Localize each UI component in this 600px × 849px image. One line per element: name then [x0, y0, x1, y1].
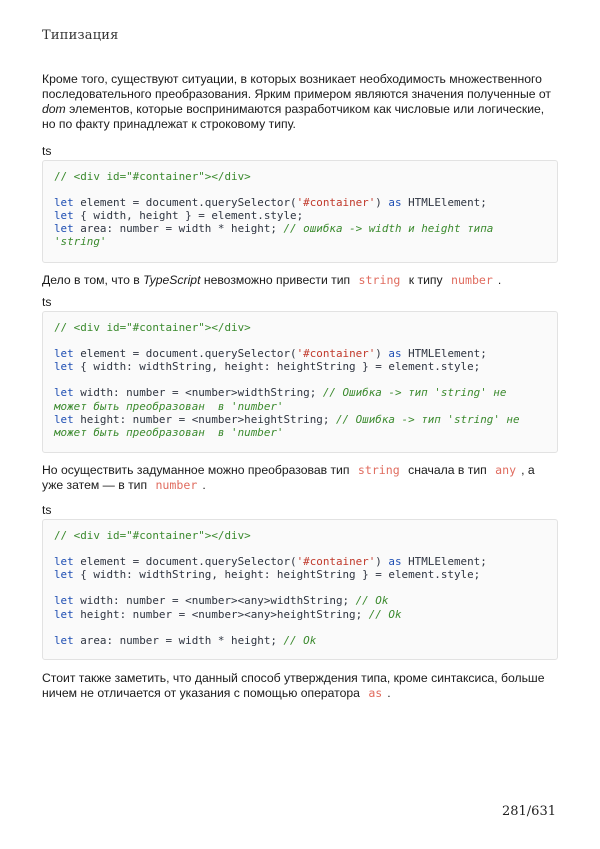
code-line: let height: number = <number><any>heightString; // Ok [54, 607, 402, 621]
code-line: let { width, height } = element.style; [54, 209, 304, 223]
code-line: // <div id="#container"></div> [54, 529, 251, 542]
code-line: let width: number = <number><any>widthString; // Ok [54, 594, 389, 608]
paragraph-solution [42, 463, 558, 493]
code-blank-line [54, 183, 546, 196]
code-line: let area: number = width * height; // ошибка -> width и height типа [54, 222, 494, 236]
code-line: let height: number = <number>heightString; // Ошибка -> тип 'string' не [54, 412, 520, 426]
code-line: let { width: widthString, height: heightString } = element.style; [54, 360, 481, 374]
page-header-title: Типизация [42, 28, 119, 43]
text: Но осуществить задуманное можно преобразовав тип [42, 463, 353, 477]
inline-code-any: any [495, 463, 517, 477]
code-line: 'string' [54, 235, 107, 249]
paragraph-intro [42, 72, 558, 132]
inline-code-string: string [357, 463, 400, 477]
text: к типу [405, 273, 446, 287]
text: , а уже затем — в тип [42, 463, 535, 492]
code-language-label: ts [42, 503, 52, 517]
paragraph-explanation [42, 273, 558, 288]
code-line: let element = document.querySelector('#container') as HTMLElement; [54, 555, 487, 569]
text: Кроме того, существуют ситуации, в которых возникает необходимость множественного последовательного преобразования. Ярким примером являются значения полученные от [42, 72, 551, 101]
emphasis-dom: dom [42, 102, 66, 116]
code-blank-line [54, 334, 546, 347]
page-content [42, 72, 558, 701]
text: невозможно привести тип [200, 273, 354, 287]
inline-code-as: as [368, 686, 383, 700]
code-line: let element = document.querySelector('#container') as HTMLElement; [54, 347, 487, 361]
code-line: let { width: widthString, height: heightString } = element.style; [54, 568, 481, 582]
inline-code-number: number [155, 478, 198, 492]
code-line: let area: number = width * height; // Ok [54, 633, 317, 647]
inline-code-number: number [451, 273, 493, 287]
code-block-1 [42, 160, 558, 263]
code-blank-line [54, 542, 546, 555]
code-line: let width: number = <number>widthString; // Ошибка -> тип 'string' не [54, 386, 507, 400]
code-line: может быть преобразован в 'number' [54, 425, 284, 439]
text: Дело в том, что в [42, 273, 144, 287]
text: элементов, которые воспринимаются разработчиком как числовые или логические, но по факту принадлежат к строковому типу. [42, 102, 545, 131]
code-line: может быть преобразован в 'number' [54, 399, 284, 413]
text: . [387, 686, 391, 700]
code-language-label: ts [42, 295, 52, 309]
text: . [202, 478, 206, 492]
text: Стоит также заметить, что данный способ утверждения типа, кроме синтаксиса, больше ничем не отличается от указания с помощью оператора [42, 671, 545, 700]
inline-code-string: string [358, 273, 401, 287]
text: сначала в тип [404, 463, 491, 477]
code-blank-line [54, 373, 546, 386]
code-line: let element = document.querySelector('#container') as HTMLElement; [54, 196, 487, 210]
code-language-label: ts [42, 144, 52, 158]
code-blank-line [54, 621, 546, 634]
code-line: // <div id="#container"></div> [54, 321, 251, 334]
code-block-2 [42, 311, 558, 453]
text: . [497, 273, 502, 287]
code-block-3 [42, 519, 558, 660]
paragraph-note [42, 671, 558, 701]
page-number: 281/631 [501, 804, 556, 819]
emphasis-typescript: TypeScript [143, 273, 201, 287]
code-line: // <div id="#container"></div> [54, 170, 251, 183]
code-blank-line [54, 581, 546, 594]
